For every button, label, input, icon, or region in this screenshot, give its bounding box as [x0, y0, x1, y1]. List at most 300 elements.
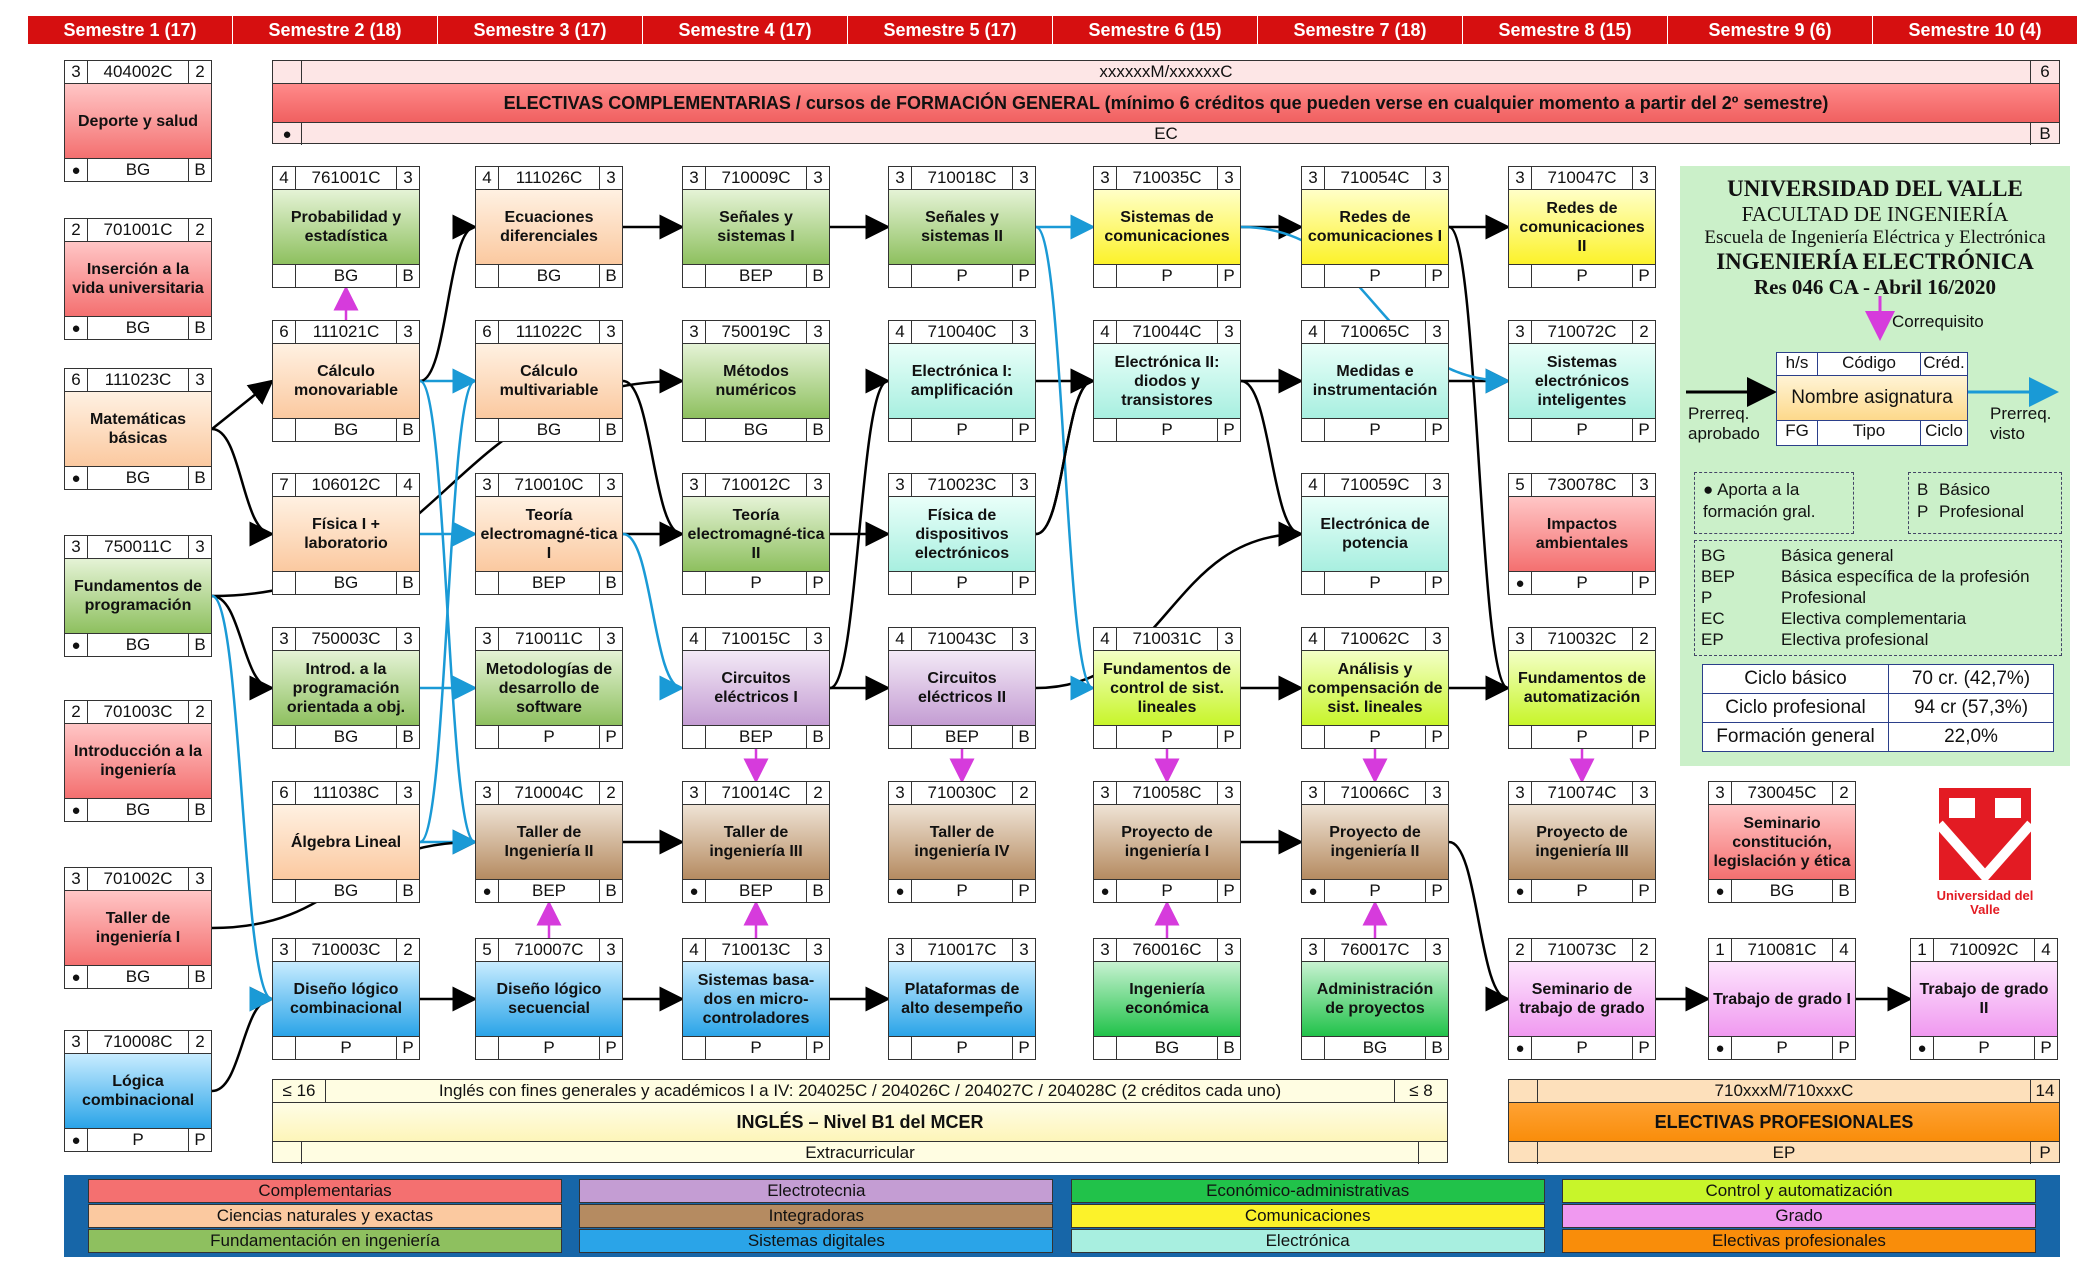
- course-credits: 2: [813, 783, 823, 802]
- course-card-710007C[interactable]: [475, 938, 623, 1060]
- course-hours: 4: [476, 167, 499, 189]
- ec-tipo: EC: [302, 123, 2031, 145]
- prerequisite-arrow: [623, 534, 682, 688]
- course-code: 710065C: [1325, 321, 1426, 343]
- course-credits: 3: [403, 783, 413, 802]
- course-card-710054C[interactable]: [1301, 166, 1449, 288]
- course-hours: 3: [683, 321, 706, 343]
- info-panel: [1680, 166, 2070, 766]
- course-fg: [273, 1037, 296, 1059]
- course-hours: 6: [476, 321, 499, 343]
- course-type: P: [1532, 572, 1633, 594]
- course-code: 111021C: [296, 321, 397, 343]
- course-card-710003C[interactable]: [272, 938, 420, 1060]
- course-cycle: B: [402, 573, 414, 592]
- course-card-710011C[interactable]: [475, 627, 623, 749]
- type-row: [1701, 587, 2055, 608]
- course-card-710009C[interactable]: [682, 166, 830, 288]
- course-code: 710059C: [1325, 474, 1426, 496]
- course-code: 710023C: [912, 474, 1013, 496]
- course-hours: 4: [1094, 628, 1117, 650]
- course-card-710065C[interactable]: [1301, 320, 1449, 442]
- course-cycle: P: [1223, 881, 1235, 900]
- course-cycle: B: [402, 420, 414, 439]
- course-name: Cálculo monovariable: [273, 344, 419, 418]
- course-fg: ●: [1302, 880, 1325, 902]
- course-cycle: B: [1838, 881, 1850, 900]
- course-card-710062C[interactable]: [1301, 627, 1449, 749]
- course-code: 404002C: [88, 61, 189, 83]
- course-name: Ingeniería económica: [1094, 962, 1240, 1036]
- course-cycle: P: [194, 1130, 206, 1149]
- course-card-710017C[interactable]: [888, 938, 1036, 1060]
- course-fg: [683, 265, 706, 287]
- course-type: P: [1117, 880, 1218, 902]
- course-hours: 4: [1302, 628, 1325, 650]
- summary-row: [1703, 723, 2053, 751]
- course-name: Inserción a la vida universitaria: [65, 242, 211, 316]
- course-code: 111038C: [296, 782, 397, 804]
- course-fg: ●: [65, 799, 88, 821]
- faculty-name: FACULTAD DE INGENIERÍA: [1741, 202, 2009, 226]
- course-type: BG: [88, 799, 189, 821]
- course-hours: 3: [1302, 167, 1325, 189]
- course-card-710047C[interactable]: [1508, 166, 1656, 288]
- ciclo-b: Básico: [1939, 480, 1991, 499]
- course-fg: ●: [1709, 1037, 1732, 1059]
- course-cycle: B: [605, 573, 617, 592]
- course-code: 710010C: [499, 474, 600, 496]
- semester-header-10: Semestre 10 (4): [1873, 16, 2078, 44]
- course-type: P: [1117, 419, 1218, 441]
- ec-credits: 6: [2040, 62, 2050, 81]
- course-code: 761001C: [296, 167, 397, 189]
- summary-row: [1703, 694, 2053, 723]
- course-fg: ●: [1509, 572, 1532, 594]
- course-type: BG: [1117, 1037, 1218, 1059]
- course-code: 760017C: [1325, 939, 1426, 961]
- course-name: Seminario constitución, legislación y ética: [1709, 805, 1855, 879]
- course-fg: [889, 265, 912, 287]
- course-cycle: P: [1018, 1038, 1030, 1057]
- course-card-710012C[interactable]: [682, 473, 830, 595]
- course-cycle: B: [812, 266, 824, 285]
- course-fg: [683, 419, 706, 441]
- course-code: 710043C: [912, 628, 1013, 650]
- course-hours: 3: [273, 939, 296, 961]
- course-cycle: B: [812, 420, 824, 439]
- key-fg: FG: [1777, 421, 1818, 445]
- ec-ciclo: B: [2039, 124, 2051, 143]
- course-cycle: P: [1018, 266, 1030, 285]
- prerequisite-arrow: [420, 227, 475, 381]
- course-fg: ●: [65, 159, 88, 181]
- course-credits: 3: [813, 629, 823, 648]
- course-card-111023C[interactable]: [64, 368, 212, 490]
- ciclo-note-box: [1908, 472, 2062, 534]
- course-hours: 4: [273, 167, 296, 189]
- legend-item: Sistemas digitales: [579, 1229, 1053, 1253]
- course-hours: 3: [889, 782, 912, 804]
- course-code: 710031C: [1117, 628, 1218, 650]
- course-card-404002C[interactable]: [64, 60, 212, 182]
- course-type: BG: [296, 726, 397, 748]
- type-label: Profesional: [1781, 588, 1867, 607]
- course-fg: [1094, 419, 1117, 441]
- course-hours: 3: [1709, 782, 1732, 804]
- course-card-710023C[interactable]: [888, 473, 1036, 595]
- course-code: 750011C: [88, 536, 189, 558]
- course-hours: 4: [1302, 321, 1325, 343]
- legend-item: Electrotecnia: [579, 1179, 1053, 1203]
- course-name: Fundamentos de control de sist. lineales: [1094, 651, 1240, 725]
- course-credits: 3: [403, 168, 413, 187]
- course-credits: 3: [1019, 168, 1029, 187]
- course-card-710044C[interactable]: [1093, 320, 1241, 442]
- course-code: 111026C: [499, 167, 600, 189]
- course-name: Ecuaciones diferenciales: [476, 190, 622, 264]
- prerequisite-arrow: [1449, 227, 1508, 688]
- course-card-710032C[interactable]: [1508, 627, 1656, 749]
- course-fg: [1302, 726, 1325, 748]
- course-code: 710092C: [1934, 939, 2035, 961]
- course-type: P: [1532, 265, 1633, 287]
- course-cycle: P: [812, 573, 824, 592]
- course-hours: 3: [1509, 628, 1532, 650]
- course-card-701002C[interactable]: [64, 867, 212, 989]
- course-credits: 2: [1019, 783, 1029, 802]
- university-name: UNIVERSIDAD DEL VALLE: [1727, 176, 2023, 201]
- semester-header-6: Semestre 6 (15): [1053, 16, 1258, 44]
- course-type: BEP: [706, 880, 807, 902]
- course-name: Proyecto de ingeniería II: [1302, 805, 1448, 879]
- course-cycle: B: [1223, 1038, 1235, 1057]
- legend-item: Ciencias naturales y exactas: [88, 1204, 562, 1228]
- course-cycle: P: [1638, 266, 1650, 285]
- ingles-box[interactable]: [272, 1079, 1448, 1163]
- semester-header-3: Semestre 3 (17): [438, 16, 643, 44]
- course-card-710004C[interactable]: [475, 781, 623, 903]
- course-hours: 3: [1302, 939, 1325, 961]
- course-cycle: P: [1431, 420, 1443, 439]
- course-cycle: B: [194, 635, 206, 654]
- course-code: 710018C: [912, 167, 1013, 189]
- fg-note: Aporta a la formación gral.: [1703, 480, 1816, 521]
- program-name: INGENIERÍA ELECTRÓNICA: [1716, 249, 2034, 274]
- course-fg: ●: [65, 634, 88, 656]
- course-cycle: P: [1431, 727, 1443, 746]
- course-fg: [273, 419, 296, 441]
- course-hours: 3: [1094, 167, 1117, 189]
- course-fg: [1302, 572, 1325, 594]
- course-hours: 4: [1302, 474, 1325, 496]
- course-code: 710072C: [1532, 321, 1633, 343]
- course-code: 701001C: [88, 219, 189, 241]
- course-card-710074C[interactable]: [1508, 781, 1656, 903]
- course-hours: 3: [476, 628, 499, 650]
- course-card-710014C[interactable]: [682, 781, 830, 903]
- course-credits: 3: [1639, 475, 1649, 494]
- semester-header-1: Semestre 1 (17): [28, 16, 233, 44]
- course-cycle: B: [402, 881, 414, 900]
- summary-value: 70 cr. (42,7%): [1911, 668, 2031, 689]
- course-name: Señales y sistemas II: [889, 190, 1035, 264]
- course-type: P: [1117, 265, 1218, 287]
- type-label: Electiva profesional: [1781, 630, 1929, 649]
- ingles-top: Inglés con fines generales y académicos I a IV: 204025C / 204026C / 204027C / 204028C (2 créditos cada uno): [326, 1080, 1395, 1102]
- ep-ciclo: P: [2039, 1143, 2051, 1162]
- course-cycle: P: [1638, 727, 1650, 746]
- course-hours: 6: [273, 782, 296, 804]
- course-credits: 2: [1639, 629, 1649, 648]
- course-card-730078C[interactable]: [1508, 473, 1656, 595]
- course-card-710008C[interactable]: [64, 1030, 212, 1152]
- course-credits: 3: [1639, 168, 1649, 187]
- course-credits: 2: [1639, 940, 1649, 959]
- credits-summary: [1702, 664, 2054, 752]
- course-type: P: [1934, 1037, 2035, 1059]
- course-credits: 2: [195, 62, 205, 81]
- course-hours: 3: [1094, 782, 1117, 804]
- type-code: P: [1701, 588, 1713, 607]
- fg-dot: ●: [1703, 480, 1714, 499]
- course-hours: 5: [476, 939, 499, 961]
- summary-label: Formación general: [1703, 723, 1889, 751]
- key-cred: Créd.: [1923, 353, 1965, 372]
- course-credits: 3: [1019, 940, 1029, 959]
- course-fg: [273, 265, 296, 287]
- course-credits: 4: [1839, 940, 1849, 959]
- course-card-701001C[interactable]: [64, 218, 212, 340]
- course-code: 750003C: [296, 628, 397, 650]
- course-hours: 3: [1509, 782, 1532, 804]
- course-cycle: P: [1638, 573, 1650, 592]
- course-name: Metodologías de desarrollo de software: [476, 651, 622, 725]
- course-card-710035C[interactable]: [1093, 166, 1241, 288]
- course-type: P: [912, 419, 1013, 441]
- course-type: P: [1325, 419, 1426, 441]
- course-credits: 3: [1432, 783, 1442, 802]
- course-hours: 4: [889, 321, 912, 343]
- course-name: Diseño lógico combinacional: [273, 962, 419, 1036]
- ingles-bottom: Extracurricular: [302, 1142, 1419, 1164]
- course-credits: 3: [1224, 940, 1234, 959]
- course-card-750003C[interactable]: [272, 627, 420, 749]
- course-fg: [476, 572, 499, 594]
- course-card-710043C[interactable]: [888, 627, 1036, 749]
- course-type: BEP: [499, 572, 600, 594]
- course-name: Fundamentos de automatización: [1509, 651, 1655, 725]
- course-fg: ●: [1509, 1037, 1532, 1059]
- course-fg: ●: [65, 317, 88, 339]
- course-card-701003C[interactable]: [64, 700, 212, 822]
- course-type: P: [88, 1129, 189, 1151]
- course-name: Introducción a la ingeniería: [65, 724, 211, 798]
- course-code: 710013C: [706, 939, 807, 961]
- summary-label: Ciclo profesional: [1703, 694, 1889, 722]
- fg-note-box: [1694, 472, 1854, 534]
- semester-header-8: Semestre 8 (15): [1463, 16, 1668, 44]
- course-code: 710047C: [1532, 167, 1633, 189]
- course-card-111038C[interactable]: [272, 781, 420, 903]
- course-fg: [889, 726, 912, 748]
- course-name: Probabilidad y estadística: [273, 190, 419, 264]
- ciclo-p-code: P: [1917, 502, 1929, 521]
- course-hours: 3: [476, 474, 499, 496]
- course-code: 710040C: [912, 321, 1013, 343]
- course-code: 710073C: [1532, 939, 1633, 961]
- course-card-111026C[interactable]: [475, 166, 623, 288]
- course-cycle: P: [2040, 1038, 2052, 1057]
- type-label: Básica general: [1781, 546, 1894, 565]
- course-card-710058C[interactable]: [1093, 781, 1241, 903]
- course-credits: 3: [195, 370, 205, 389]
- course-fg: [1094, 726, 1117, 748]
- course-name: Diseño lógico secuencial: [476, 962, 622, 1036]
- ec-fg: ●: [273, 123, 302, 145]
- electivas-profesionales[interactable]: [1508, 1079, 2060, 1163]
- course-cycle: P: [1638, 1038, 1650, 1057]
- course-credits: 2: [195, 702, 205, 721]
- logo-text: Universidad del Valle: [1936, 888, 2034, 917]
- course-code: 701003C: [88, 701, 189, 723]
- course-credits: 3: [1432, 475, 1442, 494]
- course-name: Taller de Ingeniería II: [476, 805, 622, 879]
- course-fg: [1302, 419, 1325, 441]
- course-fg: [476, 265, 499, 287]
- course-name: Circuitos eléctricos II: [889, 651, 1035, 725]
- course-card-710081C[interactable]: [1708, 938, 1856, 1060]
- course-card-710073C[interactable]: [1508, 938, 1656, 1060]
- course-type: BG: [706, 419, 807, 441]
- course-card-710030C[interactable]: [888, 781, 1036, 903]
- course-card-710059C[interactable]: [1301, 473, 1449, 595]
- course-hours: 4: [1094, 321, 1117, 343]
- course-name: Teoría electromagné-tica II: [683, 497, 829, 571]
- course-hours: 7: [273, 474, 296, 496]
- course-card-111022C[interactable]: [475, 320, 623, 442]
- course-hours: 1: [1911, 939, 1934, 961]
- ciclo-p: Profesional: [1939, 502, 2025, 521]
- course-type: BG: [88, 966, 189, 988]
- course-code: 710035C: [1117, 167, 1218, 189]
- course-credits: 3: [195, 869, 205, 888]
- course-type: P: [1117, 726, 1218, 748]
- type-label: Electiva complementaria: [1781, 609, 1967, 628]
- course-cycle: P: [605, 727, 617, 746]
- course-hours: 4: [889, 628, 912, 650]
- course-card-710092C[interactable]: [1910, 938, 2058, 1060]
- course-cycle: P: [1431, 573, 1443, 592]
- course-card-750019C[interactable]: [682, 320, 830, 442]
- course-hours: 3: [1509, 167, 1532, 189]
- course-type: BG: [296, 572, 397, 594]
- course-cycle: P: [1638, 420, 1650, 439]
- course-hours: 2: [1509, 939, 1532, 961]
- course-card-710013C[interactable]: [682, 938, 830, 1060]
- course-name: Electrónica de potencia: [1302, 497, 1448, 571]
- course-card-106012C[interactable]: [272, 473, 420, 595]
- course-code: 710081C: [1732, 939, 1833, 961]
- course-hours: 4: [683, 939, 706, 961]
- course-cycle: B: [402, 727, 414, 746]
- course-name: Introd. a la programación orientada a obj.: [273, 651, 419, 725]
- course-type: P: [1325, 726, 1426, 748]
- course-hours: 3: [65, 868, 88, 890]
- course-type: BEP: [706, 265, 807, 287]
- course-code: 750019C: [706, 321, 807, 343]
- course-credits: 3: [1224, 322, 1234, 341]
- course-card-111021C[interactable]: [272, 320, 420, 442]
- ep-code: 710xxxM/710xxxC: [1538, 1080, 2031, 1102]
- course-fg: ●: [889, 880, 912, 902]
- course-name: Sistemas electrónicos inteligentes: [1509, 344, 1655, 418]
- course-name: Redes de comunicaciones I: [1302, 190, 1448, 264]
- type-code: BEP: [1701, 567, 1736, 586]
- course-type: BEP: [912, 726, 1013, 748]
- course-name: Cálculo multivariable: [476, 344, 622, 418]
- course-card-760017C[interactable]: [1301, 938, 1449, 1060]
- course-credits: 2: [606, 783, 616, 802]
- legend-item: Económico-administrativas: [1071, 1179, 1545, 1203]
- course-card-710018C[interactable]: [888, 166, 1036, 288]
- course-name: Sistemas basa-dos en micro-controladores: [683, 962, 829, 1036]
- course-name: Deporte y salud: [65, 84, 211, 158]
- course-code: 710009C: [706, 167, 807, 189]
- course-code: 710015C: [706, 628, 807, 650]
- course-type: BG: [1732, 880, 1833, 902]
- type-row: [1701, 566, 2055, 587]
- course-hours: 3: [65, 536, 88, 558]
- course-card-710015C[interactable]: [682, 627, 830, 749]
- correquisito-label: Correquisito: [1892, 312, 1984, 331]
- course-card-710040C[interactable]: [888, 320, 1036, 442]
- course-fg: [1509, 265, 1532, 287]
- legend-item: Electivas profesionales: [1562, 1229, 2036, 1253]
- course-code: 710032C: [1532, 628, 1633, 650]
- course-cycle: P: [605, 1038, 617, 1057]
- course-fg: [889, 572, 912, 594]
- course-card-730045C[interactable]: [1708, 781, 1856, 903]
- course-code: 111023C: [88, 369, 189, 391]
- course-fg: [273, 726, 296, 748]
- legend-item: Complementarias: [88, 1179, 562, 1203]
- course-name: Teoría electromagné-tica I: [476, 497, 622, 571]
- course-cycle: P: [1018, 420, 1030, 439]
- course-card-750011C[interactable]: [64, 535, 212, 657]
- course-card-761001C[interactable]: [272, 166, 420, 288]
- course-credits: 3: [1019, 475, 1029, 494]
- course-credits: 3: [403, 629, 413, 648]
- type-row: [1701, 608, 2055, 629]
- course-card-710010C[interactable]: [475, 473, 623, 595]
- course-credits: 4: [403, 475, 413, 494]
- course-credits: 2: [403, 940, 413, 959]
- course-card-710072C[interactable]: [1508, 320, 1656, 442]
- course-cycle: B: [194, 967, 206, 986]
- course-card-760016C[interactable]: [1093, 938, 1241, 1060]
- key-hs: h/s: [1777, 353, 1818, 375]
- course-card-710031C[interactable]: [1093, 627, 1241, 749]
- key-name: Nombre asignatura: [1777, 376, 1967, 421]
- prerequisite-arrow: [1449, 842, 1508, 999]
- course-name: Circuitos eléctricos I: [683, 651, 829, 725]
- type-code: EP: [1701, 630, 1724, 649]
- course-cycle: B: [812, 727, 824, 746]
- course-card-710066C[interactable]: [1301, 781, 1449, 903]
- course-code: 111022C: [499, 321, 600, 343]
- course-hours: 6: [273, 321, 296, 343]
